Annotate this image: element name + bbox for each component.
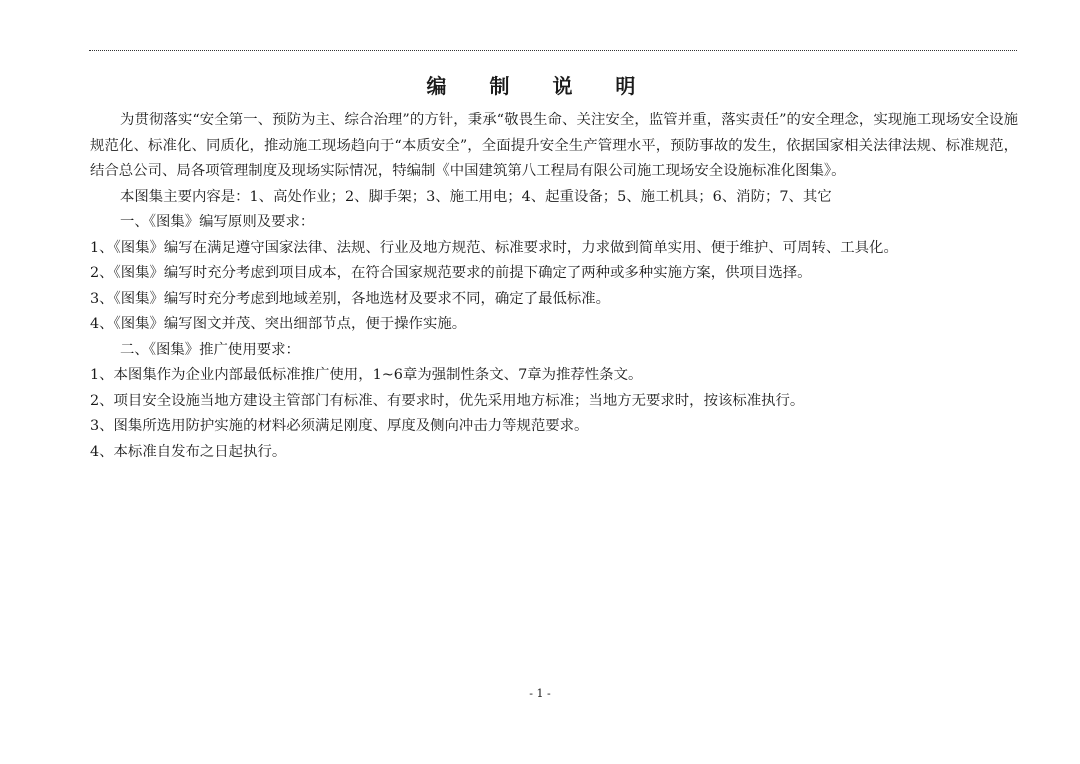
- list-item: 1、《图集》编写在满足遵守国家法律、法规、行业及地方规范、标准要求时，力求做到简单实用、便于维护、可周转、工具化。: [90, 239, 898, 256]
- intro-paragraph: 为贯彻落实“安全第一、预防为主、综合治理”的方针，秉承“敬畏生命、关注安全，监管并重，落实责任”的安全理念，实现施工现场安全设施规范化、标准化、同质化，推动施工现场趋向于“本质安全”，全面提升安全生产管理水平，预防事故的发生，依据国家相关法律法规、标准规范，结合总公司、局各项管理制度及现场实际情况，特编制《中国建筑第八工程局有限公司施工现场安全设施标准化图集》。: [90, 112, 1018, 179]
- document-body: [90, 108, 1018, 465]
- list-item: 2、《图集》编写时充分考虑到项目成本，在符合国家规范要求的前提下确定了两种或多种实施方案，供项目选择。: [90, 265, 812, 281]
- list-item: 4、《图集》编写图文并茂、突出细部节点，便于操作实施。: [90, 316, 467, 332]
- section-heading: 二、《图集》推广使用要求：: [120, 341, 300, 358]
- list-item: 3、图集所选用防护实施的材料必须满足刚度、厚度及侧向冲击力等规范要求。: [90, 418, 589, 434]
- page-number: - 1 -: [529, 687, 551, 700]
- section-heading: 一、《图集》编写原则及要求：: [120, 214, 315, 230]
- header-rule: [89, 50, 1017, 51]
- page-title: 编 制 说 明: [426, 74, 654, 98]
- contents-paragraph: 本图集主要内容是：1、高处作业；2、脚手架；3、施工用电；4、起重设备；5、施工机具；6、消防；7、其它: [120, 188, 832, 205]
- list-item: 2、项目安全设施当地方建设主管部门有标准、有要求时，优先采用地方标准；当地方无要求时，按该标准执行。: [90, 392, 805, 409]
- list-item: 4、本标准自发布之日起执行。: [90, 443, 287, 460]
- list-item: 3、《图集》编写时充分考虑到地域差别，各地选材及要求不同，确定了最低标准。: [90, 290, 611, 307]
- list-item: 1、本图集作为企业内部最低标准推广使用，1~6章为强制性条文、7章为推荐性条文。: [90, 367, 643, 383]
